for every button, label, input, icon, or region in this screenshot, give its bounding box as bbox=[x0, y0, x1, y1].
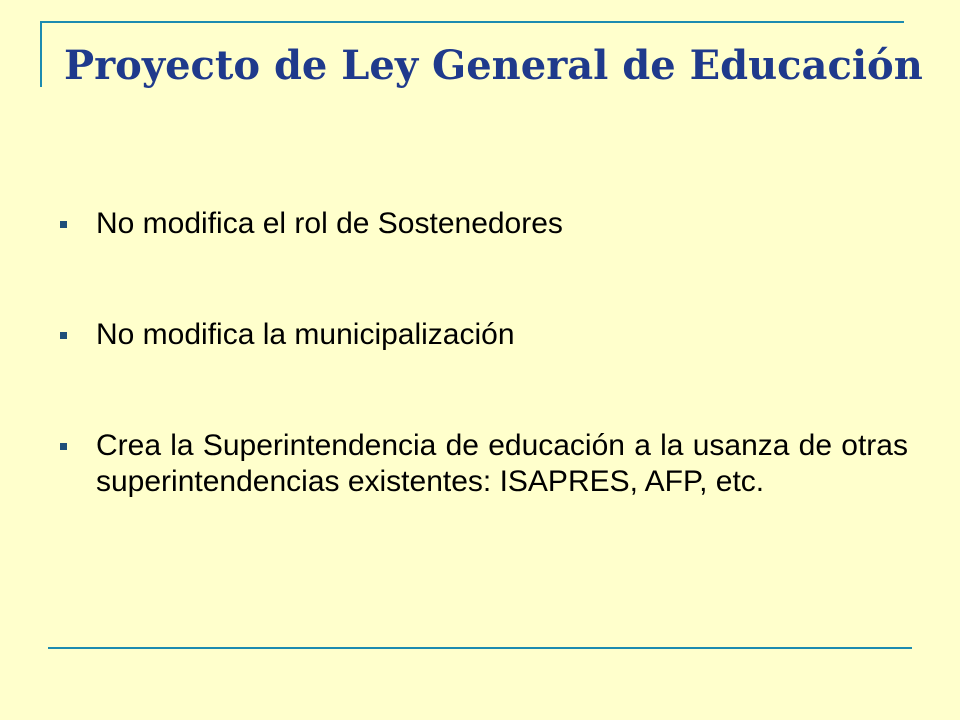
square-bullet-icon bbox=[60, 221, 67, 228]
bullet-text: No modifica la municipalización bbox=[96, 318, 515, 351]
bullet-text: Crea la Superintendencia de educación a la usanza de otras superintendencias existentes: ISAPRES, AFP, etc. bbox=[96, 429, 908, 498]
bullet-list bbox=[60, 206, 908, 500]
bottom-divider bbox=[48, 647, 912, 649]
slide-title: Proyecto de Ley General de Educación bbox=[64, 42, 923, 89]
top-divider bbox=[40, 21, 904, 23]
bullet-text: No modifica el rol de Sostenedores bbox=[96, 207, 563, 240]
square-bullet-icon bbox=[60, 332, 67, 339]
left-divider bbox=[40, 21, 42, 87]
bullet-item bbox=[60, 428, 908, 500]
bullet-item bbox=[60, 206, 908, 242]
square-bullet-icon bbox=[60, 443, 67, 450]
bullet-item bbox=[60, 317, 908, 353]
